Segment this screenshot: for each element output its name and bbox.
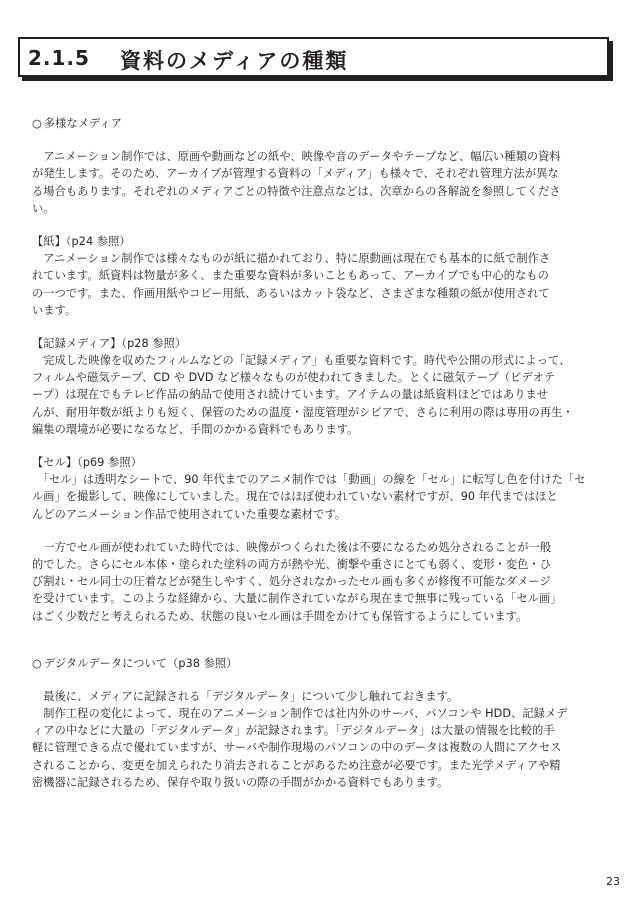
paragraph-line: の一つです。また、作画用紙やコピー用紙、あるいはカット袋など、さまざまな種類の紙が使用されて [32,286,550,300]
paragraph-line: 最後に、メディアに記録される「デジタルデータ」について少し触れておきます。 [32,689,459,703]
cel-heading: 【セル】（p69 参照） [32,456,142,469]
spacer [32,523,608,539]
paragraph-line: る場合もあります。それぞれのメディアごとの特徴や注意点などは、次章からの各解説を参照してくださ [32,184,561,198]
paragraph-line: 完成した映像を収めたフィルムなどの「記録メディア」も重要な資料です。時代や公開の形式によって、 [32,354,571,368]
paragraph-line: 軽に管理できる点で優れていますが、サーバや制作現場のパソコンの中のデータは複数の人間にアクセス [32,741,562,755]
intro-heading [32,115,608,132]
spacer [32,438,608,454]
paragraph-line: います。 [32,303,77,317]
section-title-box [18,37,609,77]
paragraph-line: ル画」を撮影して、映像にしていました。現在ではほぼ使われていない素材ですが、90 年代まではほと [32,490,558,504]
recording-media-heading: 【記録メディア】（p28 参照） [32,336,187,350]
page-number: 23 [606,875,620,888]
intro-heading-text: 多様なメディア [43,117,122,130]
paragraph-line: 制作工程の変化によって、現在のアニメーション制作では社内外のサーバ、パソコンや HDD、記録メデ [32,707,568,721]
paper-heading: 【紙】（p24 参照） [32,234,131,248]
paragraph-line: 一方でセル画が使われていた時代では、映像がつくられた後は不要になるため処分されることが一般 [32,540,552,554]
paragraph-line: ィアの中などに大量の「デジタルデータ」が記録されます。「デジタルデータ」は大量の情報を比較的手 [32,724,555,738]
paragraph-line: んどのアニメーション作品で使用されていた重要な素材です。 [32,507,347,521]
paragraph-line: はごく少数だと考えられるため、状態の良いセル画は手間をかけても保管するようにしています。 [32,609,528,623]
section-number: 2.1.5 [28,46,90,70]
paragraph-line: 的でした。さらにセル本体・塗られた塗料の両方が熱や光、衝撃や重さにとても弱く、変形・変色・ひ [32,557,552,571]
paragraph-line: が発生します。そのため、アーカイブが管理する資料の「メディア」も様々で、それぞれ管理方法が異な [32,167,559,181]
paragraph-line: び割れ・セル同士の圧着などが発生しやすく、処分されなかったセル画も多くが修復不可能なダメージ [32,575,551,589]
spacer [32,319,608,335]
circle-bullet-icon: ○ [32,117,42,130]
body-content [32,115,608,791]
paragraph-line: 密機器に記録されるため、保存や取り扱いの際の手間がかかる資料でもあります。 [32,775,449,789]
spacer [32,672,608,688]
spacer [32,132,608,148]
circle-bullet-icon: ○ [32,656,42,670]
paragraph-line: 「セル」は透明なシートで、90 年代までのアニメ制作では「動画」の線を「セル」に転写し色を付けた「セ [32,473,586,487]
paragraph-line: を受けています。このような経緯から、大量に制作されていながら現在まで無事に残っている「セル画」 [32,592,562,606]
spacer [32,217,608,233]
paragraph-line: ープ）は現在でもテレビ作品の納品で使用され続けています。アイテムの量は紙資料ほどではありませ [32,388,549,402]
paragraph-line: アニメーション制作では様々なものが紙に描かれており、特に原動画は現在でも基本的に紙で制作さ [32,252,551,266]
paragraph-line: アニメーション制作では、原画や動画などの紙や、映像や音のデータやテープなど、幅広い種類の資料 [32,150,561,164]
spacer [32,625,608,655]
paragraph-line: フィルムや磁気テープ、CD や DVD など様々なものが使われてきました。とくに磁気テープ（ビデオテ [32,371,556,385]
paragraph-line: れています。紙資料は物量が多く、また重要な資料が多いこともあって、アーカイブでも中心的なもの [32,269,549,283]
digital-data-heading [32,655,608,672]
digital-heading-text: デジタルデータについて（p38 参照） [43,656,238,670]
section-title: 資料のメディアの種類 [120,49,349,73]
paragraph-line: んが、耐用年数が紙よりも短く、保管のための温度・湿度管理がシビアで、さらに利用の際は専用の再生・ [32,405,574,419]
paragraph-line: 編集の環境が必要になるなど、手間のかかる資料でもあります。 [32,422,359,436]
paragraph-line: い。 [32,201,55,215]
paragraph-line: されることから、変更を加えられたり消去されることがあるため注意が必要です。また光学メディアや精 [32,758,561,772]
